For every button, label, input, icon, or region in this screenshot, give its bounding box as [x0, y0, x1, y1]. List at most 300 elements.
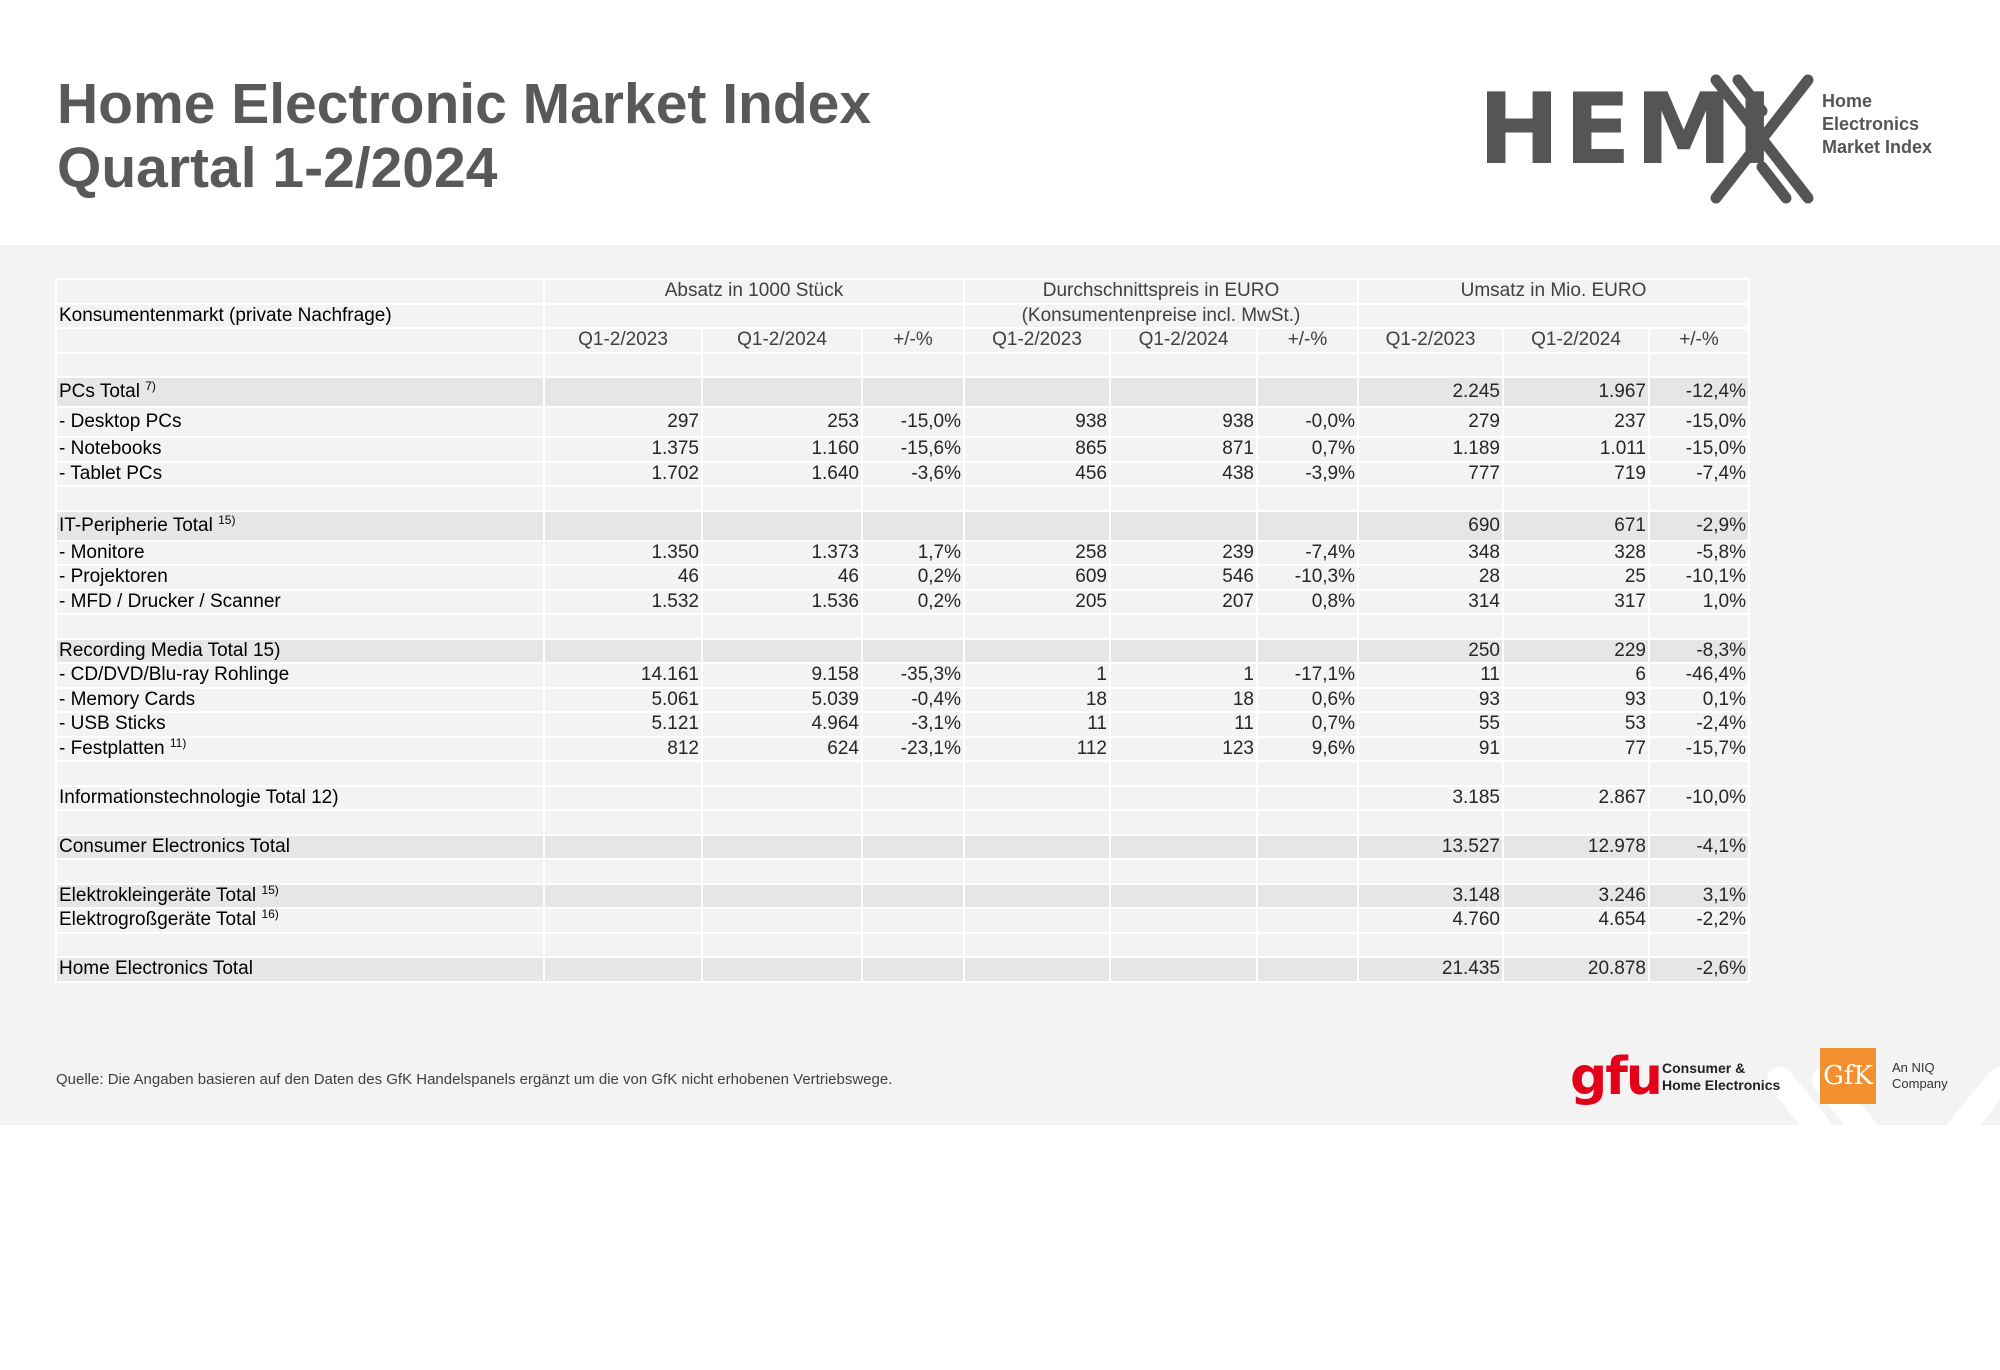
group-header-umsatz: Umsatz in Mio. EURO	[1358, 279, 1749, 304]
empty-cell	[1649, 761, 1749, 786]
empty-cell	[1110, 614, 1257, 639]
change-cell: -12,4%	[1649, 377, 1749, 407]
empty-cell	[544, 614, 702, 639]
change-cell: 0,6%	[1257, 688, 1358, 713]
empty-cell	[1110, 761, 1257, 786]
value-cell	[964, 511, 1110, 541]
row-label	[56, 511, 544, 541]
empty-cell	[56, 810, 544, 835]
change-cell: -15,7%	[1649, 737, 1749, 762]
value-cell: 112	[964, 737, 1110, 762]
logo-word: HEMI	[1478, 73, 1777, 187]
change-cell	[862, 377, 964, 407]
empty-cell	[544, 486, 702, 511]
value-cell	[964, 786, 1110, 811]
change-cell: 0,7%	[1257, 437, 1358, 462]
row-label	[56, 377, 544, 407]
empty-cell	[1649, 810, 1749, 835]
empty-cell	[1110, 810, 1257, 835]
value-cell: 348	[1358, 541, 1503, 566]
value-cell: 1.160	[702, 437, 862, 462]
table-row	[56, 590, 1749, 615]
value-cell: 4.964	[702, 712, 862, 737]
change-cell: 0,2%	[862, 565, 964, 590]
table-row	[56, 737, 1749, 762]
empty-cell	[56, 859, 544, 884]
row-label	[56, 541, 544, 566]
value-cell: 239	[1110, 541, 1257, 566]
header-empty	[56, 279, 544, 304]
value-cell	[544, 908, 702, 933]
gfk-sub-2: Company	[1892, 1076, 1948, 1091]
value-cell: 546	[1110, 565, 1257, 590]
row-label-text: - Desktop PCs	[59, 411, 182, 432]
table-row	[56, 437, 1749, 462]
hemi-x-icon	[1706, 72, 1818, 207]
change-cell	[1257, 511, 1358, 541]
value-cell	[702, 377, 862, 407]
value-cell: 1.967	[1503, 377, 1649, 407]
empty-cell	[1257, 761, 1358, 786]
empty-cell	[1257, 933, 1358, 958]
col-header-q2024: Q1-2/2024	[702, 328, 862, 353]
value-cell	[544, 957, 702, 982]
change-cell: 0,8%	[1257, 590, 1358, 615]
value-cell: 438	[1110, 462, 1257, 487]
footnote-marker: 15)	[218, 512, 236, 527]
value-cell	[702, 639, 862, 664]
row-label-text: Elektrokleingeräte Total	[59, 884, 257, 906]
table-row	[56, 712, 1749, 737]
row-label-text: Informationstechnologie Total 12)	[59, 786, 339, 808]
value-cell: 1.532	[544, 590, 702, 615]
row-header-label: Konsumentenmarkt (private Nachfrage)	[56, 304, 544, 329]
gfu-sub-1: Consumer &	[1662, 1060, 1746, 1076]
value-cell: 3.185	[1358, 786, 1503, 811]
empty-cell	[1503, 761, 1649, 786]
empty-cell	[1649, 933, 1749, 958]
value-cell	[544, 639, 702, 664]
row-label	[56, 712, 544, 737]
hemi-logo	[1478, 70, 1948, 210]
empty-cell	[1358, 353, 1503, 378]
value-cell: 11	[1358, 663, 1503, 688]
empty-cell	[862, 933, 964, 958]
row-label	[56, 462, 544, 487]
empty-cell	[56, 486, 544, 511]
change-cell	[1257, 957, 1358, 982]
page-title	[57, 72, 871, 200]
gfk-logo-subtitle	[1892, 1060, 1948, 1092]
spacer-row	[56, 859, 1749, 884]
value-cell: 690	[1358, 511, 1503, 541]
empty-cell	[964, 614, 1110, 639]
gfk-logo: GfK	[1820, 1048, 1876, 1104]
value-cell: 297	[544, 407, 702, 437]
empty-cell	[1649, 486, 1749, 511]
value-cell: 1.702	[544, 462, 702, 487]
empty-cell	[862, 353, 964, 378]
value-cell	[544, 786, 702, 811]
gfu-sub-2: Home Electronics	[1662, 1077, 1781, 1093]
spacer-row	[56, 614, 1749, 639]
empty-cell	[1358, 761, 1503, 786]
empty-cell	[862, 859, 964, 884]
table-row	[56, 688, 1749, 713]
row-label-text: - MFD / Drucker / Scanner	[59, 590, 281, 612]
empty-cell	[1503, 859, 1649, 884]
value-cell: 812	[544, 737, 702, 762]
row-label	[56, 786, 544, 811]
empty-cell	[1358, 614, 1503, 639]
value-cell	[1110, 639, 1257, 664]
value-cell	[964, 884, 1110, 909]
value-cell: 777	[1358, 462, 1503, 487]
group-header-absatz: Absatz in 1000 Stück	[544, 279, 964, 304]
value-cell: 328	[1503, 541, 1649, 566]
row-label-text: Home Electronics Total	[59, 958, 253, 980]
empty-cell	[1649, 614, 1749, 639]
value-cell: 2.867	[1503, 786, 1649, 811]
change-cell: -10,1%	[1649, 565, 1749, 590]
empty-cell	[1110, 486, 1257, 511]
table-header	[56, 279, 1749, 353]
empty-cell	[544, 761, 702, 786]
empty-cell	[1503, 486, 1649, 511]
row-label	[56, 957, 544, 982]
logo-subtitle	[1822, 90, 1932, 159]
background-x-icon	[1760, 1060, 2000, 1370]
change-cell: -10,3%	[1257, 565, 1358, 590]
value-cell: 18	[964, 688, 1110, 713]
empty-cell	[1503, 810, 1649, 835]
change-cell: -3,1%	[862, 712, 964, 737]
value-cell: 1	[1110, 663, 1257, 688]
empty-cell	[964, 810, 1110, 835]
empty-cell	[56, 353, 544, 378]
empty-cell	[862, 486, 964, 511]
change-cell	[862, 639, 964, 664]
change-cell	[1257, 377, 1358, 407]
value-cell: 5.039	[702, 688, 862, 713]
value-cell: 237	[1503, 407, 1649, 437]
value-cell	[964, 957, 1110, 982]
empty-cell	[1358, 933, 1503, 958]
source-note: Quelle: Die Angaben basieren auf den Daten des GfK Handelspanels ergänzt um die von GfK nicht erhobenen Vertriebswege.	[56, 1071, 893, 1088]
spacer-row	[56, 933, 1749, 958]
gfu-logo-subtitle	[1662, 1060, 1780, 1094]
value-cell: 20.878	[1503, 957, 1649, 982]
value-cell	[702, 957, 862, 982]
empty-cell	[1358, 810, 1503, 835]
header-row-columns	[56, 328, 1749, 353]
table-row	[56, 663, 1749, 688]
header-empty	[56, 328, 544, 353]
value-cell	[544, 835, 702, 860]
change-cell: -23,1%	[862, 737, 964, 762]
row-label	[56, 639, 544, 664]
change-cell: -2,4%	[1649, 712, 1749, 737]
spacer-row	[56, 761, 1749, 786]
change-cell: -2,6%	[1649, 957, 1749, 982]
change-cell: 0,2%	[862, 590, 964, 615]
change-cell: -15,0%	[1649, 437, 1749, 462]
value-cell	[1110, 511, 1257, 541]
empty-cell	[544, 859, 702, 884]
change-cell	[1257, 884, 1358, 909]
footnote-marker: 15)	[261, 882, 279, 897]
row-label	[56, 884, 544, 909]
change-cell: -4,1%	[1649, 835, 1749, 860]
title-line-1: Home Electronic Market Index	[57, 72, 872, 136]
row-label	[56, 835, 544, 860]
row-label-text: - Tablet PCs	[59, 462, 163, 484]
table-row	[56, 565, 1749, 590]
row-label-text: - CD/DVD/Blu-ray Rohlinge	[59, 664, 290, 686]
empty-cell	[702, 614, 862, 639]
value-cell: 14.161	[544, 663, 702, 688]
row-label	[56, 565, 544, 590]
value-cell: 317	[1503, 590, 1649, 615]
change-cell: -8,3%	[1649, 639, 1749, 664]
value-cell: 314	[1358, 590, 1503, 615]
value-cell	[1110, 377, 1257, 407]
empty-cell	[544, 810, 702, 835]
change-cell	[1257, 786, 1358, 811]
value-cell: 5.121	[544, 712, 702, 737]
table-row	[56, 884, 1749, 909]
change-cell	[1257, 908, 1358, 933]
table-row	[56, 957, 1749, 982]
row-label-text: - USB Sticks	[59, 713, 166, 735]
value-cell: 1.189	[1358, 437, 1503, 462]
row-label-text: - Festplatten	[59, 737, 165, 759]
value-cell	[964, 835, 1110, 860]
change-cell	[862, 957, 964, 982]
value-cell	[964, 639, 1110, 664]
table-row	[56, 407, 1749, 437]
header-row-groups	[56, 279, 1749, 304]
spacer-row	[56, 353, 1749, 378]
change-cell: -3,6%	[862, 462, 964, 487]
value-cell: 205	[964, 590, 1110, 615]
table-body	[56, 353, 1749, 982]
change-cell: 0,7%	[1257, 712, 1358, 737]
change-cell: -2,2%	[1649, 908, 1749, 933]
value-cell	[1110, 908, 1257, 933]
empty-cell	[702, 353, 862, 378]
value-cell	[1110, 835, 1257, 860]
empty-cell	[1649, 859, 1749, 884]
value-cell	[702, 835, 862, 860]
value-cell: 11	[1110, 712, 1257, 737]
table-row	[56, 377, 1749, 407]
value-cell: 207	[1110, 590, 1257, 615]
value-cell: 5.061	[544, 688, 702, 713]
group-header-preis: Durchschnittspreis in EURO	[964, 279, 1358, 304]
spacer-row	[56, 486, 1749, 511]
value-cell	[1110, 957, 1257, 982]
empty-cell	[862, 761, 964, 786]
row-label	[56, 407, 544, 437]
value-cell: 258	[964, 541, 1110, 566]
header-row-sub	[56, 304, 1749, 329]
value-cell	[702, 884, 862, 909]
empty-cell	[702, 761, 862, 786]
change-cell: -7,4%	[1257, 541, 1358, 566]
empty-cell	[544, 353, 702, 378]
change-cell: 3,1%	[1649, 884, 1749, 909]
value-cell: 938	[1110, 407, 1257, 437]
value-cell: 250	[1358, 639, 1503, 664]
value-cell: 46	[702, 565, 862, 590]
change-cell: -7,4%	[1649, 462, 1749, 487]
table-row	[56, 462, 1749, 487]
empty-cell	[56, 761, 544, 786]
empty-cell	[702, 859, 862, 884]
value-cell: 229	[1503, 639, 1649, 664]
value-cell: 1.350	[544, 541, 702, 566]
empty-cell	[1358, 486, 1503, 511]
col-header-q2024: Q1-2/2024	[1503, 328, 1649, 353]
empty-cell	[1110, 859, 1257, 884]
empty-cell	[1257, 810, 1358, 835]
change-cell	[862, 835, 964, 860]
value-cell: 2.245	[1358, 377, 1503, 407]
change-cell: -2,9%	[1649, 511, 1749, 541]
table-row	[56, 541, 1749, 566]
change-cell	[1257, 835, 1358, 860]
value-cell: 18	[1110, 688, 1257, 713]
change-cell	[1257, 639, 1358, 664]
change-cell: -15,6%	[862, 437, 964, 462]
footnote-marker: 11)	[169, 735, 187, 750]
empty-cell	[56, 614, 544, 639]
empty-cell	[1503, 353, 1649, 378]
change-cell: -5,8%	[1649, 541, 1749, 566]
change-cell: 1,7%	[862, 541, 964, 566]
change-cell: -3,9%	[1257, 462, 1358, 487]
col-header-q2024: Q1-2/2024	[1110, 328, 1257, 353]
row-label-text: IT-Peripherie Total	[59, 514, 213, 536]
change-cell: -35,3%	[862, 663, 964, 688]
value-cell: 3.148	[1358, 884, 1503, 909]
empty-cell	[702, 810, 862, 835]
col-header-pct: +/-%	[1649, 328, 1749, 353]
empty-cell	[702, 486, 862, 511]
empty-cell	[1257, 486, 1358, 511]
value-cell	[964, 377, 1110, 407]
row-label	[56, 688, 544, 713]
empty-cell	[964, 761, 1110, 786]
gfu-logo-word: gfu	[1570, 1047, 1661, 1107]
value-cell: 719	[1503, 462, 1649, 487]
value-cell	[702, 511, 862, 541]
table-row	[56, 835, 1749, 860]
value-cell: 55	[1358, 712, 1503, 737]
value-cell: 11	[964, 712, 1110, 737]
value-cell: 1.640	[702, 462, 862, 487]
value-cell: 77	[1503, 737, 1649, 762]
value-cell: 865	[964, 437, 1110, 462]
value-cell: 938	[964, 407, 1110, 437]
change-cell	[862, 786, 964, 811]
change-cell: -17,1%	[1257, 663, 1358, 688]
empty-cell	[1257, 353, 1358, 378]
value-cell	[964, 908, 1110, 933]
header-empty	[1358, 304, 1749, 329]
value-cell: 253	[702, 407, 862, 437]
logo-sub-2: Electronics	[1822, 114, 1920, 134]
value-cell: 871	[1110, 437, 1257, 462]
value-cell: 28	[1358, 565, 1503, 590]
change-cell: -46,4%	[1649, 663, 1749, 688]
table-row	[56, 786, 1749, 811]
value-cell: 53	[1503, 712, 1649, 737]
empty-cell	[1110, 353, 1257, 378]
value-cell: 93	[1358, 688, 1503, 713]
gfu-logo	[1570, 1047, 1781, 1107]
row-label	[56, 908, 544, 933]
empty-cell	[1649, 353, 1749, 378]
row-label-text: Consumer Electronics Total	[59, 835, 290, 857]
value-cell	[544, 511, 702, 541]
row-label	[56, 663, 544, 688]
row-label-text: PCs Total	[59, 381, 140, 402]
empty-cell	[964, 859, 1110, 884]
empty-cell	[964, 933, 1110, 958]
value-cell	[544, 884, 702, 909]
row-label-text: - Memory Cards	[59, 688, 196, 710]
empty-cell	[964, 486, 1110, 511]
col-header-q2023: Q1-2/2023	[544, 328, 702, 353]
change-cell	[862, 908, 964, 933]
logo-sub-3: Market Index	[1822, 137, 1933, 157]
value-cell: 609	[964, 565, 1110, 590]
table-row	[56, 908, 1749, 933]
value-cell	[702, 786, 862, 811]
value-cell: 1.536	[702, 590, 862, 615]
col-header-q2023: Q1-2/2023	[964, 328, 1110, 353]
empty-cell	[1110, 933, 1257, 958]
change-cell: 9,6%	[1257, 737, 1358, 762]
row-label-text: - Projektoren	[59, 566, 168, 588]
value-cell: 9.158	[702, 663, 862, 688]
empty-cell	[964, 353, 1110, 378]
row-label-text: Elektrogroßgeräte Total	[59, 909, 257, 931]
value-cell: 1	[964, 663, 1110, 688]
change-cell: 0,1%	[1649, 688, 1749, 713]
value-cell	[1110, 786, 1257, 811]
market-index-table	[55, 278, 1750, 983]
value-cell: 46	[544, 565, 702, 590]
value-cell: 1.375	[544, 437, 702, 462]
value-cell: 25	[1503, 565, 1649, 590]
footnote-marker: 16)	[261, 907, 279, 922]
value-cell: 456	[964, 462, 1110, 487]
row-label	[56, 590, 544, 615]
change-cell: -15,0%	[1649, 407, 1749, 437]
value-cell: 3.246	[1503, 884, 1649, 909]
value-cell: 671	[1503, 511, 1649, 541]
table-row	[56, 639, 1749, 664]
value-cell: 13.527	[1358, 835, 1503, 860]
row-label-text: - Notebooks	[59, 438, 162, 460]
value-cell	[544, 377, 702, 407]
change-cell: 1,0%	[1649, 590, 1749, 615]
change-cell	[862, 884, 964, 909]
col-header-pct: +/-%	[1257, 328, 1358, 353]
